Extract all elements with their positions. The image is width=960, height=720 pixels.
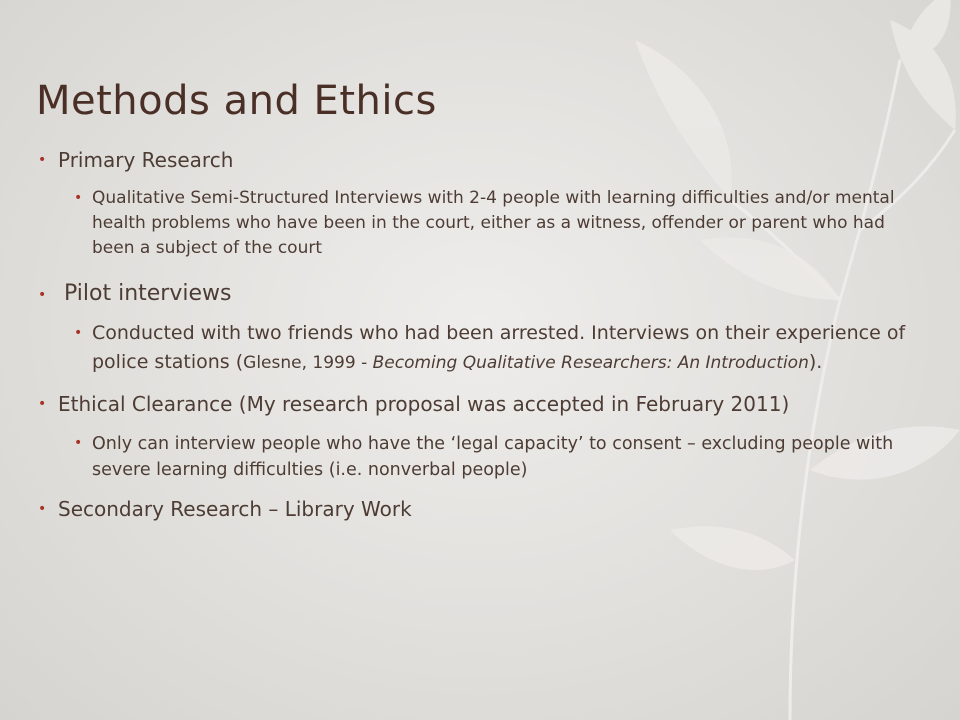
bullet-interviews-detail: Qualitative Semi-Structured Interviews with 2-4 people with learning difficulties and/or mental health problems who have been in the court, either as a witness, offender or parent who had been a subject of the court [92, 188, 895, 258]
bullet-legal-capacity: Only can interview people who have the ‘legal capacity’ to consent – excluding people with severe learning difficulties (i.e. nonverbal people) [92, 434, 894, 480]
list-item [38, 495, 918, 523]
list-item [74, 431, 907, 483]
citation-author: Glesne, 1999 - [243, 353, 373, 373]
list-item [38, 279, 918, 309]
list-item [38, 146, 918, 174]
bullet-secondary-research: Secondary Research – Library Work [58, 497, 412, 521]
bullet-ethical-clearance: Ethical Clearance (My research proposal was accepted in February 2011) [58, 392, 790, 416]
pilot-detail-text: Conducted with two friends who had been arrested. Interviews on their experience of police stations ( [92, 322, 906, 373]
bullet-primary-research: Primary Research [58, 148, 234, 172]
bullet-icon: • [38, 152, 47, 168]
bullet-icon: • [74, 190, 83, 206]
list-item [74, 186, 907, 261]
citation-title: Becoming Qualitative Researchers: An Introduction [372, 353, 809, 373]
bullet-icon: • [38, 396, 47, 412]
bullet-icon: • [74, 325, 83, 341]
bullet-pilot-detail [92, 319, 907, 378]
bullet-pilot-interviews: Pilot interviews [64, 281, 232, 306]
list-item [38, 390, 898, 419]
bullet-icon: • [38, 501, 47, 517]
bullet-icon: • [74, 435, 83, 451]
slide-title: Methods and Ethics [36, 78, 437, 124]
bullet-list [38, 146, 918, 523]
bullet-icon: • [38, 287, 47, 303]
list-item [74, 319, 907, 378]
citation-close: ). [808, 351, 823, 373]
